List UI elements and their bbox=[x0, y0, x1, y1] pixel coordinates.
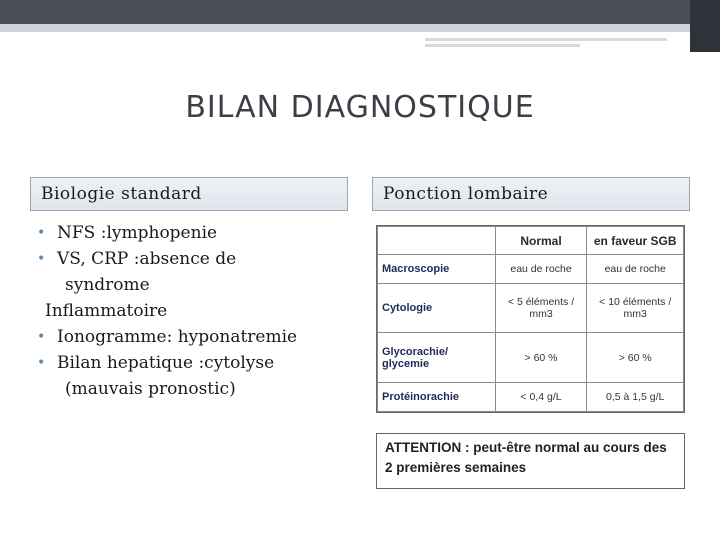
right-column-header: Ponction lombaire bbox=[372, 177, 690, 211]
bullet-icon: • bbox=[37, 225, 46, 241]
bullet-list bbox=[37, 220, 355, 402]
left-column-header: Biologie standard bbox=[30, 177, 348, 211]
list-item bbox=[37, 246, 355, 272]
column-header-normal: Normal bbox=[495, 227, 587, 255]
decorative-rule bbox=[425, 38, 667, 41]
row-label: Protéinorachie bbox=[378, 382, 496, 411]
attention-note: ATTENTION : peut-être normal au cours des 2 premières semaines bbox=[376, 433, 685, 489]
row-label: Cytologie bbox=[378, 284, 496, 333]
decorative-rule bbox=[425, 44, 580, 47]
list-item-text: Bilan hepatique :cytolyse bbox=[57, 353, 275, 373]
bullet-icon: • bbox=[37, 329, 46, 345]
column-header-sgb: en faveur SGB bbox=[587, 227, 684, 255]
list-item bbox=[37, 324, 355, 350]
cell-sgb: eau de roche bbox=[587, 255, 684, 284]
cell-sgb: 0,5 à 1,5 g/L bbox=[587, 382, 684, 411]
cell-sgb: > 60 % bbox=[587, 333, 684, 382]
bullet-icon: • bbox=[37, 251, 46, 267]
list-item-text: Inflammatoire bbox=[45, 301, 168, 321]
list-item-continuation bbox=[45, 272, 355, 298]
table-row bbox=[378, 382, 684, 411]
list-item-text: syndrome bbox=[65, 275, 150, 295]
list-item-continuation bbox=[45, 376, 355, 402]
cell-sgb: < 10 éléments / mm3 bbox=[587, 284, 684, 333]
cell-normal: > 60 % bbox=[495, 333, 587, 382]
row-label: Glycorachie/ glycemie bbox=[378, 333, 496, 382]
cell-normal: < 5 éléments / mm3 bbox=[495, 284, 587, 333]
list-item-text: VS, CRP :absence de bbox=[57, 249, 237, 269]
table-row bbox=[378, 284, 684, 333]
top-bar-stripe bbox=[0, 24, 690, 32]
list-item-text: Ionogramme: hyponatremie bbox=[57, 327, 298, 347]
top-bar-corner bbox=[690, 0, 720, 52]
lumbar-puncture-table bbox=[376, 225, 685, 413]
table-corner-cell bbox=[378, 227, 496, 255]
top-bar bbox=[0, 0, 720, 24]
row-label: Macroscopie bbox=[378, 255, 496, 284]
bullet-icon: • bbox=[37, 355, 46, 371]
slide-title: BILAN DIAGNOSTIQUE bbox=[185, 90, 535, 125]
list-item-text: (mauvais pronostic) bbox=[65, 379, 236, 399]
table-row bbox=[378, 255, 684, 284]
list-item-continuation bbox=[45, 298, 355, 324]
cell-normal: < 0,4 g/L bbox=[495, 382, 587, 411]
list-item-text: NFS :lymphopenie bbox=[57, 223, 218, 243]
table-row bbox=[378, 333, 684, 382]
list-item bbox=[37, 350, 355, 376]
list-item bbox=[37, 220, 355, 246]
cell-normal: eau de roche bbox=[495, 255, 587, 284]
